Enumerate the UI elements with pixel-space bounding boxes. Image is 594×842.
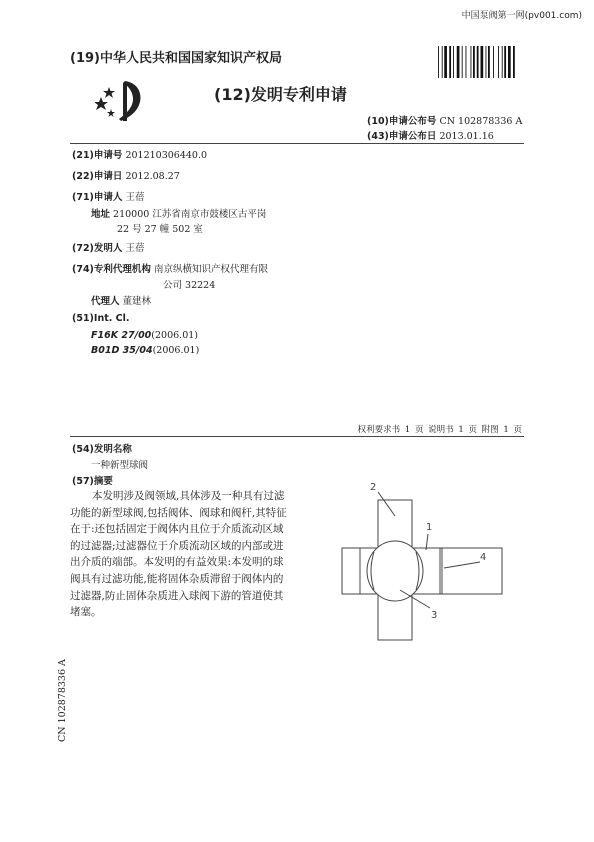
title-label-text: (54)发明名称: [72, 444, 132, 455]
inventor-label: (72)发明人: [72, 243, 123, 254]
drawing-label-2: 2: [370, 482, 377, 493]
abstract-line: 过滤器,防止固体杂质进入球阀下游的管道使其: [70, 589, 284, 602]
abstract-label-text: (57)摘要: [72, 476, 113, 487]
source-watermark: 中国泵阀第一网(pv001.com): [461, 11, 582, 21]
agent-value: 董建林: [122, 296, 152, 307]
ipc-code-2: B01D 35/04: [91, 345, 153, 356]
publication-number: [367, 113, 522, 127]
abstract-line: 堵塞。: [70, 606, 102, 619]
drawing-label-4: 4: [480, 552, 487, 563]
abstract-line: 出介质的端部。本发明的有益效果:本发明的球: [70, 556, 284, 569]
publication-date-label: (43)申请公布日: [367, 131, 437, 142]
agency-line-2: 公司 32224: [163, 280, 216, 291]
agency: [72, 261, 268, 275]
inventor: [72, 240, 144, 254]
drawing-label-1: 1: [426, 522, 433, 533]
abstract-label: [72, 473, 113, 487]
ipc-entry-1: [91, 330, 198, 341]
drawing-label-3: 3: [431, 610, 438, 621]
application-number: [72, 147, 207, 161]
address-line-1: 210000 江苏省南京市鼓楼区古平岗: [113, 209, 267, 220]
abstract-line: 的过滤器;过滤器位于介质流动区域的内部或进: [70, 539, 284, 552]
application-date-value: 2012.08.27: [125, 171, 180, 182]
address-line-2: 22 号 27 幢 502 室: [117, 224, 203, 235]
publication-date: [367, 128, 494, 142]
invention-title: 一种新型球阀: [91, 460, 149, 471]
document-type: (12)发明专利申请: [214, 85, 347, 104]
abstract-body: [70, 488, 322, 621]
abstract-line: 本发明涉及阀领域,具体涉及一种具有过滤: [92, 490, 285, 502]
header-divider: [70, 143, 524, 144]
int-cl-label: (51)Int. Cl.: [72, 313, 130, 324]
valve-drawing: [330, 476, 530, 648]
valve-ball: [367, 541, 423, 601]
application-number-value: 201210306440.0: [125, 150, 208, 161]
barcode: [438, 46, 538, 78]
abstract-line: 在于:还包括固定于阀体内且位于介质流动区域: [70, 523, 284, 536]
ipc-year-2: (2006.01): [152, 345, 200, 356]
side-publication-number: CN 102878336 A: [57, 659, 68, 742]
application-number-label: (21)申请号: [72, 150, 123, 161]
office-name: (19)中华人民共和国国家知识产权局: [70, 51, 282, 66]
application-date: [72, 168, 180, 182]
agent: [91, 293, 151, 307]
publication-number-value: CN 102878336 A: [439, 116, 523, 127]
abstract-line: 阀具有过滤功能,能将固体杂质滞留于阀体内的: [70, 572, 284, 585]
application-date-label: (22)申请日: [72, 171, 123, 182]
agency-line-1: 南京纵横知识产权代理有限: [153, 264, 268, 275]
inventor-value: 王蓓: [125, 243, 145, 254]
publication-date-value: 2013.01.16: [439, 131, 494, 142]
abstract-line: 功能的新型球阀,包括阀体、阀球和阀杆,其特征: [70, 506, 287, 519]
sipo-emblem: [95, 75, 157, 125]
ipc-year-1: (2006.01): [151, 330, 198, 341]
address: [91, 206, 266, 220]
int-cl: [72, 313, 130, 324]
publication-number-label: (10)申请公布号: [367, 116, 437, 127]
ipc-entry-2: [91, 345, 199, 356]
ipc-code-1: F16K 27/00: [91, 330, 152, 341]
applicant-value: 王蓓: [125, 192, 145, 203]
page-count-info: 权利要求书 1 页 说明书 1 页 附图 1 页: [357, 425, 522, 435]
agent-label: 代理人: [91, 296, 120, 307]
section-divider: [70, 436, 524, 437]
invention-title-label: [72, 441, 132, 455]
applicant: [72, 189, 144, 203]
address-label: 地址: [91, 209, 111, 220]
applicant-label: (71)申请人: [72, 192, 123, 203]
agency-label: (74)专利代理机构: [72, 264, 151, 275]
